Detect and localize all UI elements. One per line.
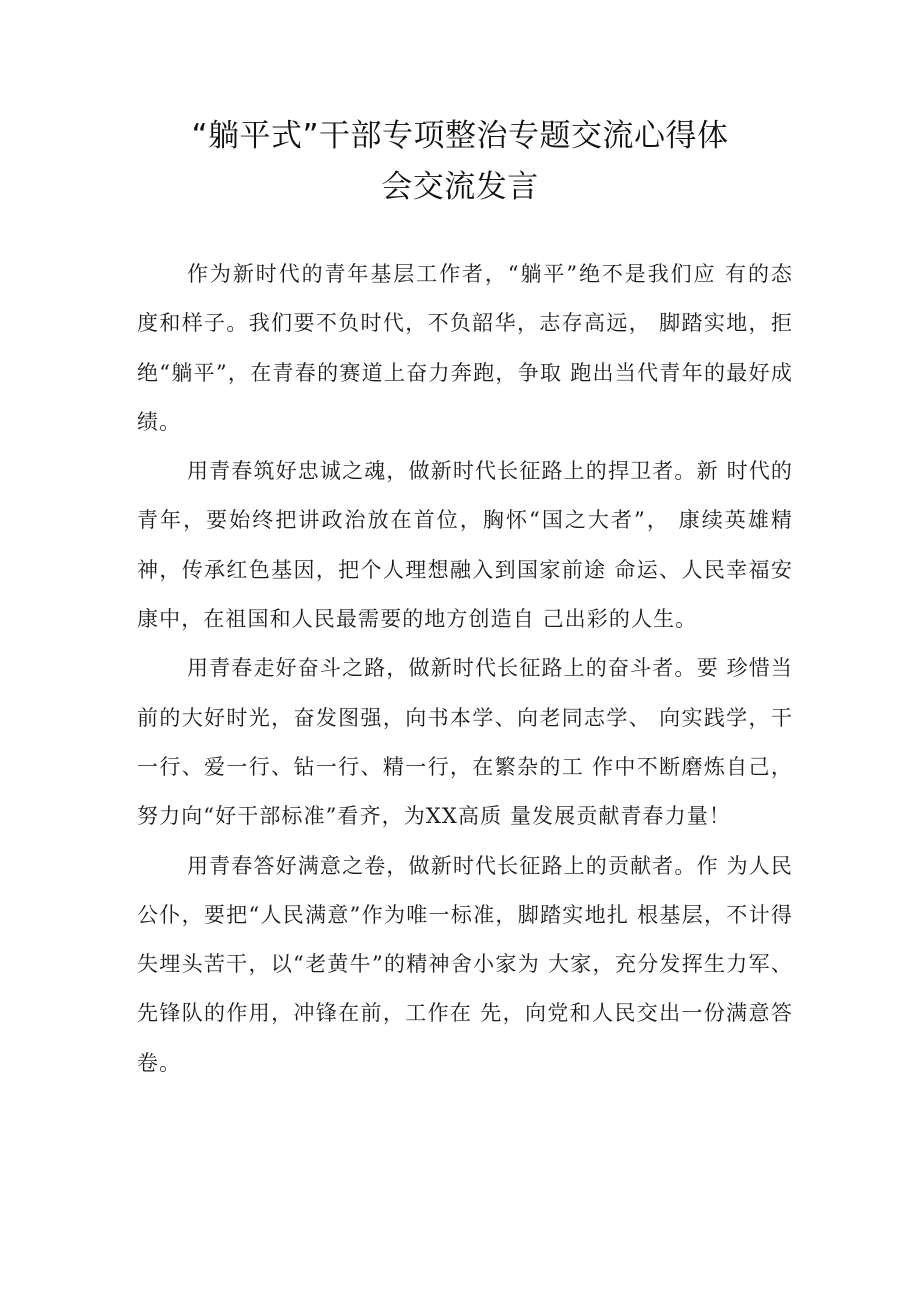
document-title-line-2: 会交流发言 bbox=[381, 169, 539, 205]
paragraph-3: 用青春走好奋斗之路，做新时代长征路上的奋斗者。要 珍惜当前的大好时光，奋发图强，向书本学、向老同志学、 向实践学，干一行、爱一行、钻一行、精一行，在繁杂的工 作中不断磨炼自己，努力向“好干部标准”看齐，为XX高质 量发展贡献青春力量！ bbox=[137, 656, 793, 829]
document-title-line-1: “躺平式”干部专项整治专题交流心得体 bbox=[191, 118, 729, 154]
paragraph-4: 用青春答好满意之卷，做新时代长征路上的贡献者。作 为人民公仆，要把“人民满意”作为唯一标准，脚踏实地扎 根基层，不计得失埋头苦干，以“老黄牛”的精神舍小家为 大家，充分发挥生力军、先锋队的作用，冲锋在前，工作在 先，向党和人民交出一份满意答卷。 bbox=[137, 853, 793, 1075]
paragraph-2: 用青春筑好忠诚之魂，做新时代长征路上的捍卫者。新 时代的青年，要始终把讲政治放在首位，胸怀“国之大者”， 康续英雄精神，传承红色基因，把个人理想融入到国家前途 命运、人民幸福安康中，在祖国和人民最需要的地方创造自 己出彩的人生。 bbox=[137, 459, 793, 632]
paragraph-1: 作为新时代的青年基层工作者，“躺平”绝不是我们应 有的态度和样子。我们要不负时代，不负韶华，志存高远， 脚踏实地，拒绝“躺平”，在青春的赛道上奋力奔跑，争取 跑出当代青年的最好成绩。 bbox=[137, 262, 793, 434]
document-body bbox=[137, 250, 793, 1088]
